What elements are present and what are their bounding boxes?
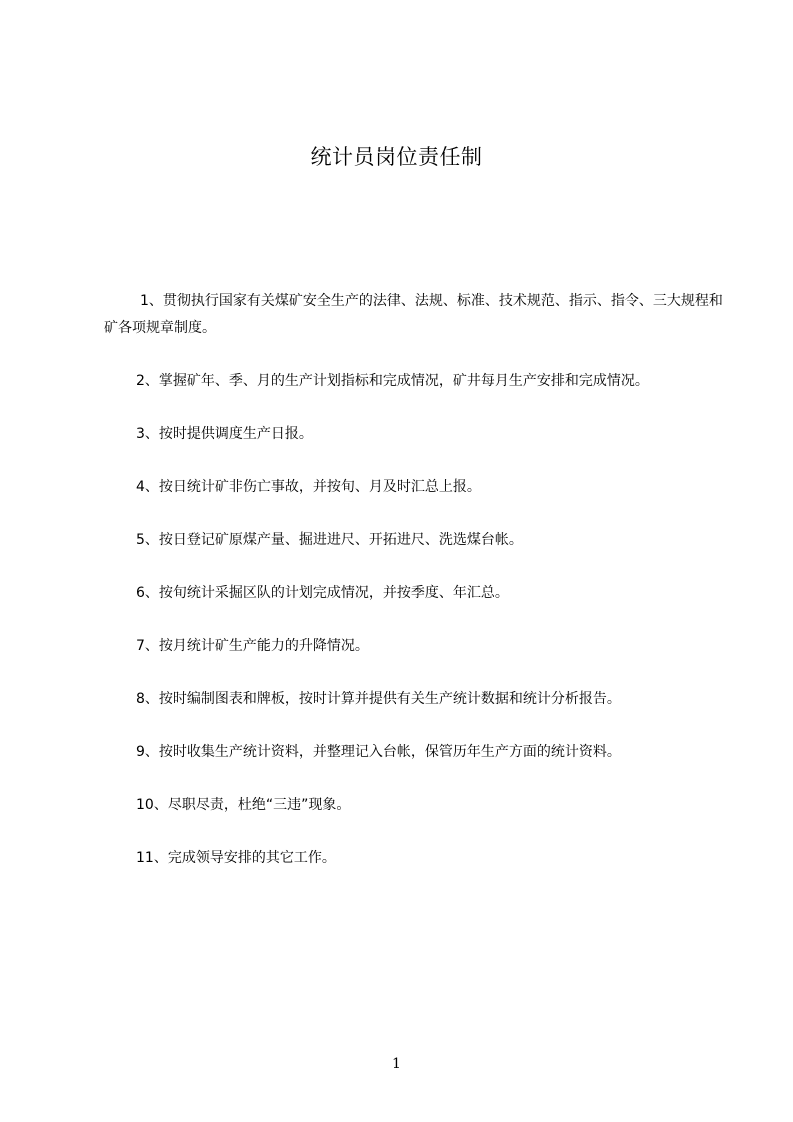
duty-item-5: 5、按日登记矿原煤产量、掘进进尺、开拓进尺、洗选煤台帐。	[136, 532, 523, 548]
duty-item-6: 6、按旬统计采掘区队的计划完成情况，并按季度、年汇总。	[136, 585, 509, 601]
duty-item-11: 11、完成领导安排的其它工作。	[136, 850, 336, 866]
duty-item-10: 10、尽职尽责，杜绝“三违”现象。	[136, 797, 351, 813]
duty-item-3: 3、按时提供调度生产日报。	[136, 426, 313, 442]
duty-item-2: 2、掌握矿年、季、月的生产计划指标和完成情况，矿井每月生产安排和完成情况。	[136, 373, 649, 389]
duty-list	[104, 288, 724, 872]
duty-item-8: 8、按时编制图表和牌板，按时计算并提供有关生产统计数据和统计分析报告。	[136, 691, 621, 707]
page-number: 1	[392, 1056, 401, 1072]
duty-item-9: 9、按时收集生产统计资料，并整理记入台帐，保管历年生产方面的统计资料。	[136, 744, 621, 760]
document-title: 统计员岗位责任制	[310, 145, 483, 169]
duty-item-7: 7、按月统计矿生产能力的升降情况。	[136, 638, 369, 654]
duty-item-1: 1、贯彻执行国家有关煤矿安全生产的法律、法规、标准、技术规范、指示、指令、三大规程和矿各项规章制度。	[104, 293, 723, 336]
duty-item-4: 4、按日统计矿非伤亡事故，并按旬、月及时汇总上报。	[136, 479, 481, 495]
